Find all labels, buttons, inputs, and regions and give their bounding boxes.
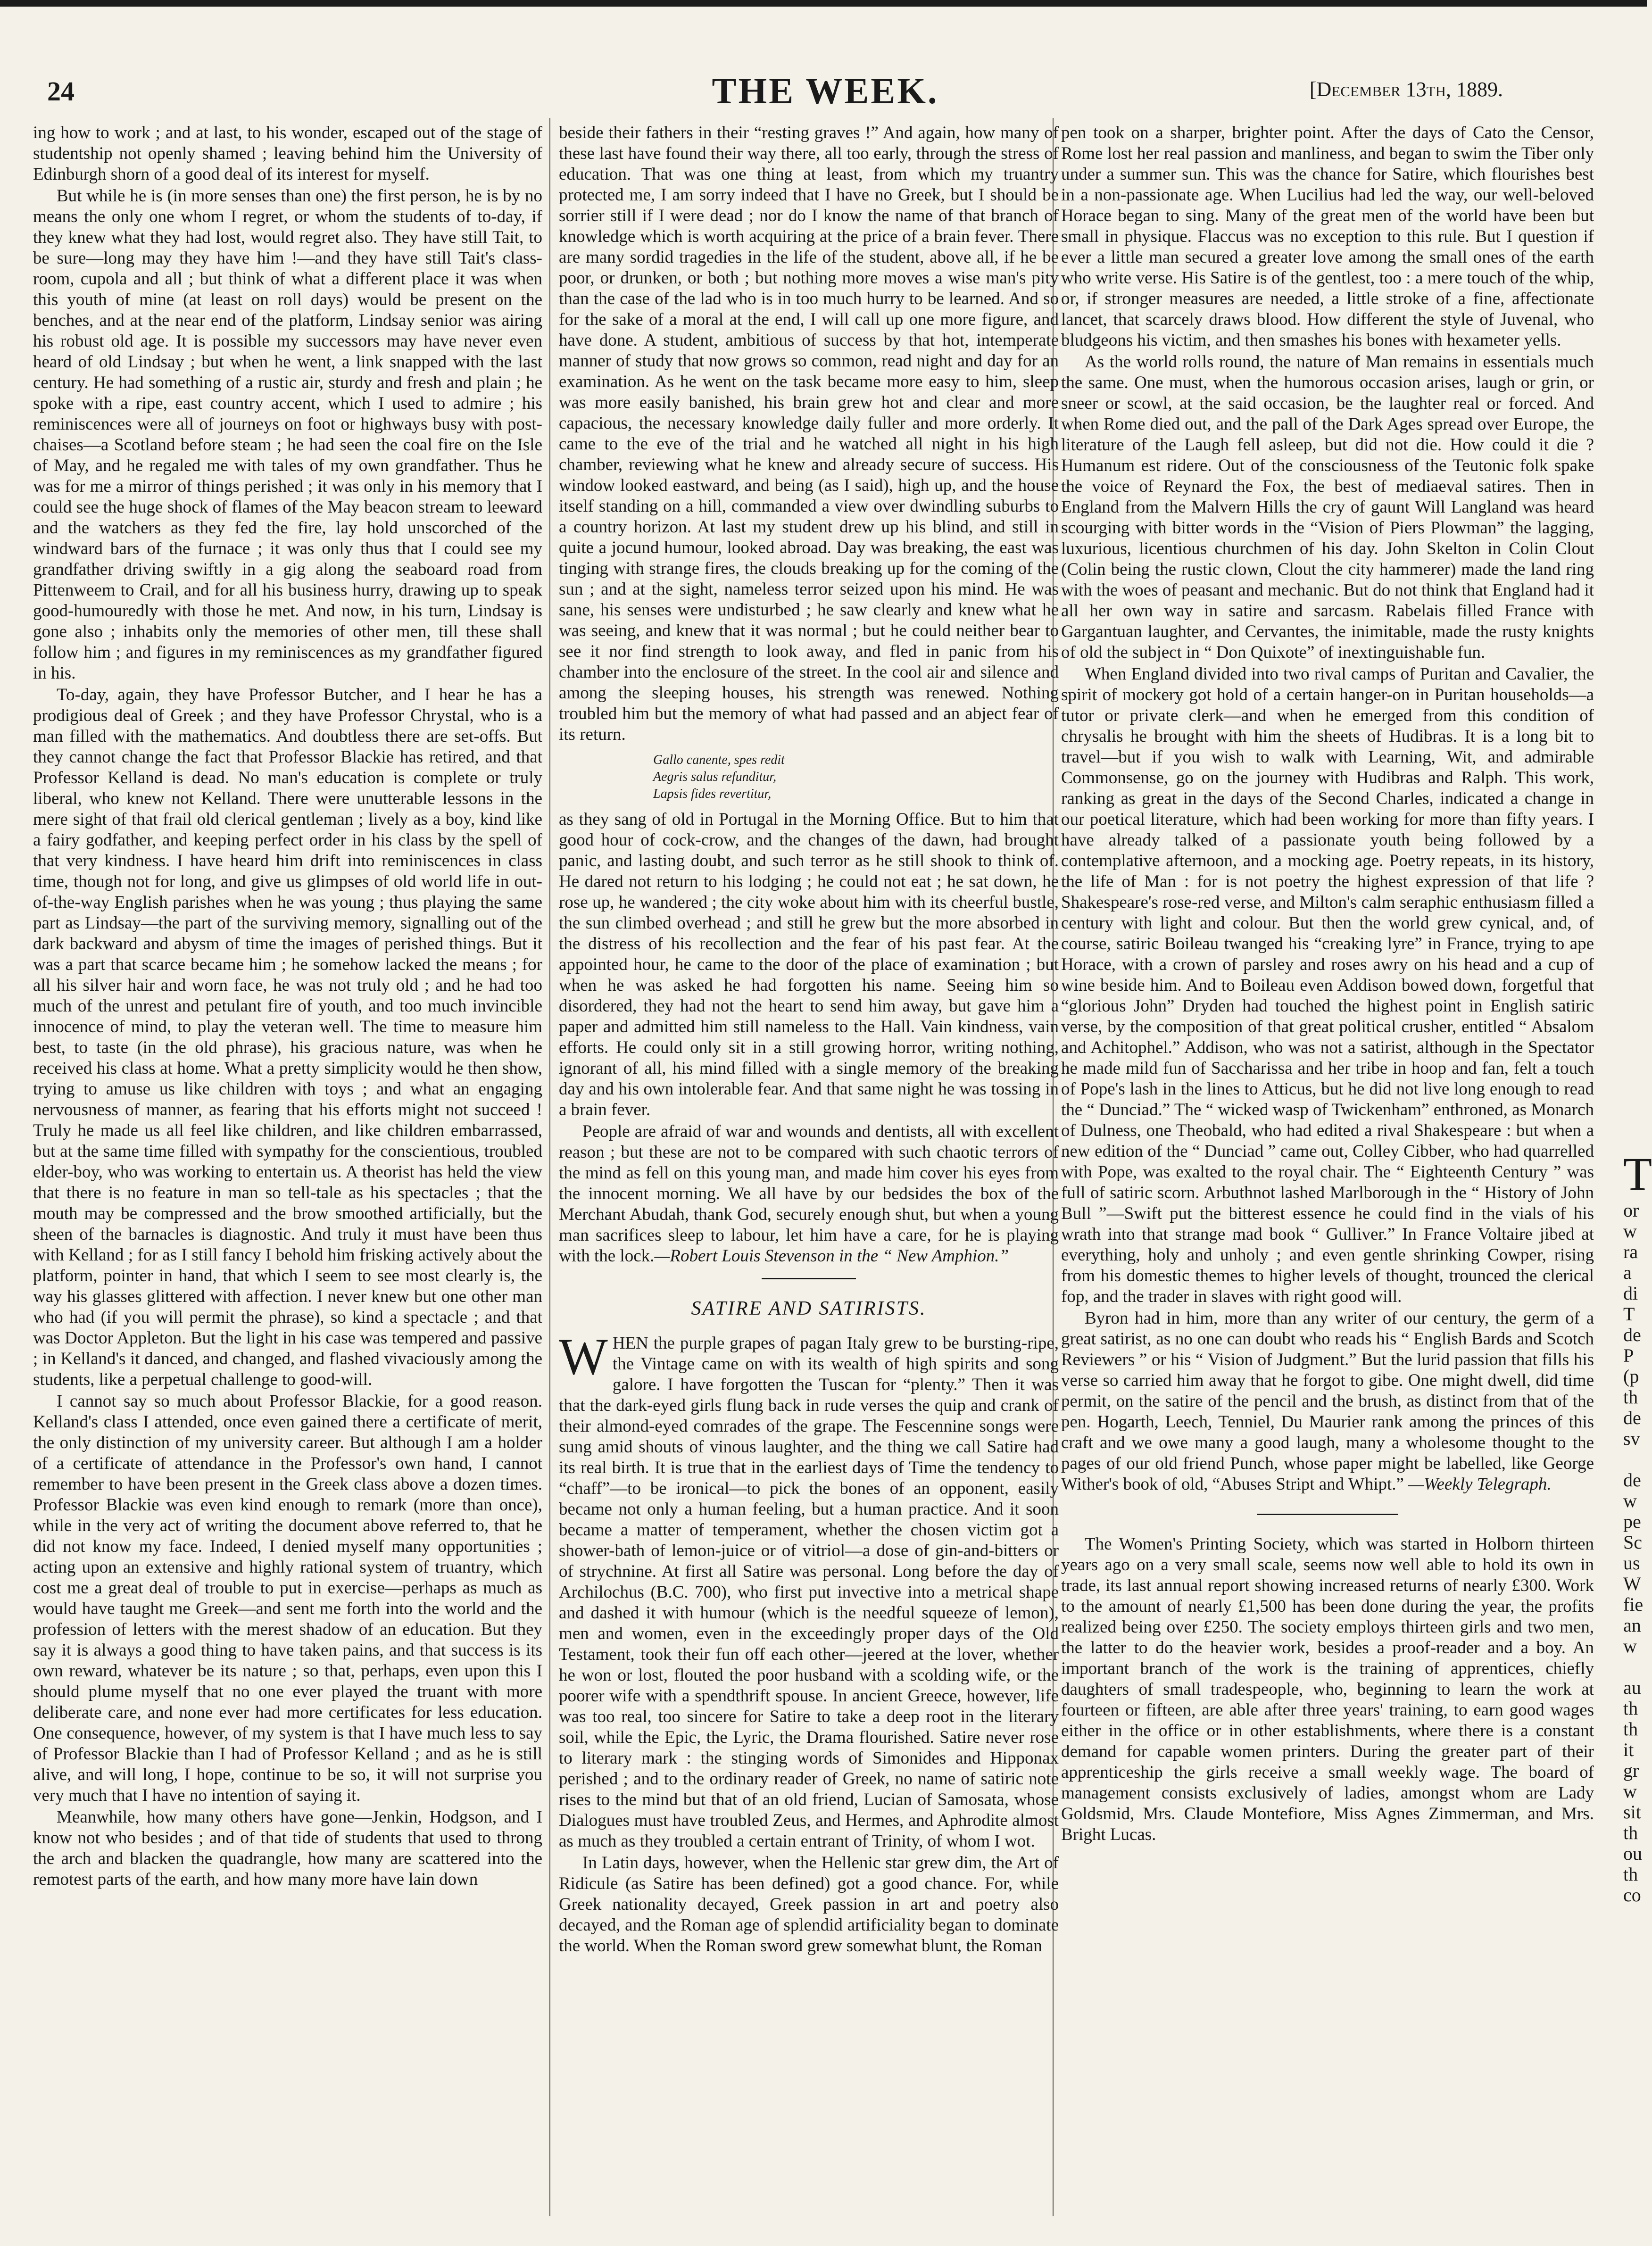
adjacent-page-line: ou [1623,1843,1642,1864]
section-rule [762,1278,856,1279]
column-2 [559,123,1059,2197]
issue-date: [December 13th, 1889. [1309,78,1503,101]
adjacent-page-line: de [1623,1469,1641,1491]
attribution: —Robert Louis Stevenson in the “ New Amphion.” [654,1246,1009,1266]
adjacent-page-line [1623,1449,1647,1470]
adjacent-page-line: pe [1623,1511,1641,1532]
attribution: —Weekly Telegraph. [1408,1475,1552,1494]
paragraph-text: HEN the purple grapes of pagan Italy grew to be bursting-ripe, the Vintage came on with its wealth of high spirits and song galore. I have forgotten the Tuscan for “plenty.” Then it was that the dark-eyed girls flung back in rude verses the quip and crank of their almond-eyed comrades of the grape. The Fescennine songs were sung amid shouts of vinous laughter, and the thing we call Satire had its real birth. It is true that in the earliest days of Time the tendency to “chaff”—to be ironical—to pick the bones of an opponent, easily became not only a human feeling, but a human practice. And it soon became a matter of temperament, whether the chosen victim got a shower-bath of lemon-juice or of vitriol—a dose of gin-and-bitters or of strychnine. At first all Satire was personal. Long before the day of Archilochus (B.C. 700), who first put invective into a metrical shape and dashed it with humour (which is the needful squeeze of lemon), men and women, even in the exceedingly proper days of the Old Testament, took their fun off each other—jeered at the lover, whether he won or lost, flouted the poor husband with a scolding wife, or the poorer wife with a spendthrift spouse. In ancient Greece, however, life was too real, too sincere for Satire to take a deep root in the literary soil, while the Epic, the Lyric, the Drama flourished. Satire never rose to literary mark : the stinging words of Simonides and Hipponax perished ; and to the ordinary reader of Greek, no name of satiric note rises to the mind but that of an old friend, Lucian of Samosata, whose Dialogues must have troubled Zeus, and Hermes, and Aphrodite almost as much as they troubled a certain entrant of Trinity, of whom I wot. [559,1334,1059,1851]
adjacent-page-line: th [1623,1386,1638,1408]
adjacent-page-line: fie [1623,1594,1644,1615]
paragraph: In Latin days, however, when the Hellenic star grew dim, the Art of Ridicule (as Satire has been defined) got a good chance. For, while Greek nationality decayed, Greek passion in art and poetry also decayed, and the Roman age of splendid artificiality began to dominate the world. When the Roman sword grew somewhat blunt, the Roman [559,1853,1059,1956]
page-title: THE WEEK. [712,70,939,111]
verse-line: Aegris salus refunditur, [653,770,777,784]
adjacent-page-letter: T [1623,1148,1652,1200]
paragraph: I cannot say so much about Professor Blackie, for a good reason. Kelland's class I attended, once even gained there a certificate of merit, the only distinction of my university career. But although I am a holder of a certificate of attendance in the Professor's own hand, I cannot remember to have been present in the Greek class above a dozen times. Professor Blackie was even kind enough to remark (more than once), while in the very act of writing the document above referred to, that he did not know my face. Indeed, I denied myself many opportunities ; acting upon an extensive and highly rational system of truantry, which cost me a great deal of trouble to put in exercise—perhaps as much as would have taught me Greek—and sent me forth into the world and the profession of letters with the merest shadow of an education. But they say it is always a good thing to have taken pains, and that success is its own reward, whatever be its nature ; so that, perhaps, even upon this I should plume myself that no one ever played the truant with more deliberate care, and none ever had more certificates for less education. One consequence, however, of my system is that I have much less to say of Professor Blackie than I had of Professor Kelland ; and as he is still alive, and will long, I hope, continue to be so, it will not surprise you very much that I have no intention of saying it. [33,1392,542,1805]
section-rule [1257,1514,1398,1515]
adjacent-page-line: th [1623,1864,1638,1885]
paragraph: When England divided into two rival camps of Puritan and Cavalier, the spirit of mockery got hold of a certain hanger-on in Puritan households—a tutor or private clerk—and when he emerged from this condition of chrysalis he brought with him the sheets of Hudibras. It is a long bit to travel—but if you wish to walk with Learning, Wit, and admirable Commonsense, go on the journey with Hudibras and Ralph. This work, ranking as great in the days of the Second Charles, indicated a change in our poetical literature, which had been working for more than fifty years. I have already talked of a passionate youth being followed by a contemplative afternoon, and a mocking age. Poetry repeats, in its history, the life of Man : for is not poetry the highest expression of that life ? Shakespeare's rose-red verse, and Milton's calm seraphic enthusiasm filled a century with light and colour. But then the world grew cynical, and, of course, satiric Boileau twanged his “creaking lyre” in France, trying to ape Horace, with a crown of parsley and roses awry on his head and a cup of wine beside him. And to Boileau even Addison bowed down, forgetful that “glorious John” Dryden had touched the highest point in English satiric verse, by the composition of that great political crusher, entitled “ Absalom and Achitophel.” Addison, who was not a satirist, although in the Spectator he made mild fun of Saccharissa and her tribe in hoop and fan, felt a touch of Pope's lash in the lines to Atticus, but he did not live long enough to read the “ Dunciad.” The “ wicked wasp of Twickenham” enthroned, as Monarch of Dulness, one Theobald, who had edited a rival Shakespeare : but when a new edition of the “ Dunciad ” came out, Colley Cibber, who had quarrelled with Pope, was exalted to the royal chair. The “ Eighteenth Century ” was full of satiric scorn. Arbuthnot lashed Marlborough in the “ History of John Bull ”—Swift put the bitterest essence he could find in the vials of his wrath into that strange mad book “ Gulliver.” In France Voltaire jibed at everything, holy and unholy ; and even gentle shrinking Cowper, rising from his domestic themes to higher levels of thought, trounced the clerical fop, and the trader in slaves with right good will. [1061,664,1594,1306]
adjacent-page-line: it [1623,1739,1634,1760]
paragraph: pen took on a sharper, brighter point. After the days of Cato the Censor, Rome lost her real passion and manliness, and began to swim the Tiber only under a summer sun. This was the chance for Satire, which flourishes best in a non-passionate age. When Lucilius had led the way, our well-beloved Horace began to sing. Many of the great men of the world have been but small in physique. Flaccus was no exception to this rule. But I question if ever a little man secured a greater love among the small ones of the earth who write verse. His Satire is of the gentlest, too : a mere touch of the whip, or, if stronger measures are needed, a little stroke of a fine, affectionate lancet, that scarcely draws blood. How different the style of Juvenal, who bludgeons his victim, and then smashes his bones with hexameter yells. [1061,123,1594,350]
verse-line: Gallo canente, spes redit [653,753,785,767]
paragraph: But while he is (in more senses than one) the first person, he is by no means the only one whom I regret, or whom the students of to-day, if they knew what they had lost, would regret also. They have still Tait, to be sure—long may they have him !—and they have still Tait's class-room, cupola and all ; but think of what a different place it was when this youth of mine (at least on roll days) would be present on the benches, and at the near end of the platform, Lindsay senior was airing his robust old age. It is possible my successors may have never even heard of old Lindsay ; but when he went, a link snapped with the last century. He had something of a rustic air, sturdy and fresh and plain ; he spoke with a ripe, east country accent, which I used to admire ; his reminiscences were all of journeys on foot or highways busy with post-chaises—a Scotland before steam ; he had seen the coal fire on the Isle of May, and he regaled me with tales of my own grandfather. Thus he was for me a mirror of things perished ; it was only in his memory that I could see the huge shock of flames of the May beacon stream to leeward and the watchers as they fed the fire, lay hold unscorched of the windward bars of the furnace ; it was only thus that I could see my grandfather driving swiftly in a gig along the seaboard road from Pittenweem to Crail, and for all his business hurry, drawing up to speak good-humouredly with those he met. And now, in his turn, Lindsay is gone also ; inhabits only the memories of other men, till these shall follow him ; and figures in my reminiscences as my grandfather figured in his. [33,186,542,683]
page-number: 24 [47,76,75,107]
adjacent-page-line: us [1623,1552,1640,1574]
adjacent-page-line: Sc [1623,1532,1642,1553]
paragraph [559,1121,1059,1267]
adjacent-page-line: w [1623,1220,1637,1242]
paragraph: As the world rolls round, the nature of Man remains in essentials much the same. One must, when the humorous occasion arises, laugh or grin, or sneer or scowl, at the said occasion, be the laughter real or forced. And when Rome died out, and the pall of the Dark Ages spread over Europe, the literature of the Laugh fell asleep, but did not die. How could it die ? Humanum est ridere. Out of the consciousness of the Teutonic folk spake the voice of Reynard the Fox, the best of mediaeval satires. Then in England from the Malvern Hills the cry of gaunt Will Langland was heard scourging with bitter words in the “Vision of Piers Plowman” the lagging, luxurious, licentious churchmen of his day. John Skelton in Colin Clout (Colin being the rustic clown, Clout the city hammerer) made the land ring with the woes of peasant and mechanic. But do not think that England had it all her own way in satire and sarcasm. Rabelais filled France with Gargantuan laughter, and Cervantes, the inimitable, made the rusty knights of old the subject in “ Don Quixote” of inextinguishable fun. [1061,352,1594,662]
verse-line: Lapsis fides revertitur, [653,787,772,801]
paragraph [559,1328,1059,1852]
top-rule [0,0,1647,7]
adjacent-page-line: w [1623,1781,1637,1802]
adjacent-page-line: or [1623,1200,1639,1221]
adjacent-page-line: th [1623,1698,1638,1719]
page-header [0,66,1647,118]
drop-cap: W [559,1328,608,1385]
adjacent-page-line: co [1623,1884,1641,1906]
paragraph: as they sang of old in Portugal in the Morning Office. But to him that good hour of cock-crow, and the changes of the dawn, had brought panic, and lasting doubt, and such terror as he still shook to think of. He dared not return to his lodging ; he could not eat ; he sat down, he rose up, he wandered ; the city woke about him with its cheerful bustle, the sun climbed overhead ; and still he grew but the more absorbed in the distress of his recollection and the fear of his past fear. At the appointed hour, he came to the door of the place of examination ; but when he was asked he had forgotten his name. Seeing him so disordered, they had not the heart to send him away, but gave him a paper and admitted him still nameless to the Hall. Vain kindness, vain efforts. He could only sit in a still growing horror, writing nothing, ignorant of all, his mind filled with a single memory of the breaking day and his own intolerable fear. And that same night he was tossing in a brain fever. [559,810,1059,1119]
adjacent-page-line: P [1623,1345,1634,1366]
column-divider [549,118,550,2216]
adjacent-page-line: sv [1623,1428,1640,1449]
adjacent-page-line: th [1623,1822,1638,1843]
column-3 [1061,123,1594,2197]
paragraph: beside their fathers in their “resting graves !” And again, how many of these last have found their way there, all too early, through the stress of education. That was one thing at least, from which my truantry protected me, I am sorry indeed that I have no Greek, but I should be sorrier still if I were dead ; nor do I know the name of that branch of knowledge which is worth acquiring at the price of a brain fever. There are many sordid tragedies in the life of the student, above all, if he be poor, or drunken, or both ; but nothing more moves a wise man's pity than the case of the lad who is in too much hurry to be learned. And so for the sake of a moral at the end, I will call up one more figure, and have done. A student, ambitious of success by that hot, intemperate manner of study that now grows so common, read night and day for an examination. As he went on the task became more easy to him, sleep was more easily banished, his brain grew hot and clear and more capacious, the necessary knowledge daily fuller and more orderly. It came to the eve of the trial and he watched all night in his high chamber, reviewing what he knew and already secure of success. His window looked eastward, and being (as I said), high up, and the house itself standing on a hill, commanded a view over dwindling suburbs to a country horizon. At last my student drew up his blind, and still in quite a jocund humour, looked abroad. Day was breaking, the east was tinging with strange fires, the clouds breaking up for the coming of the sun ; and at the sight, nameless terror seized upon his mind. He was sane, his senses were undisturbed ; he saw clearly and knew what he was seeing, and knew that it was normal ; but he could neither bear to see it nor find strength to look away, and fled in panic from his chamber into the enclosure of the street. In the cool air and silence and among the sleeping houses, his strength was renewed. Nothing troubled him but the memory of what had passed and an abject fear of its return. [559,123,1059,744]
adjacent-page-line: an [1623,1615,1641,1636]
adjacent-page-line: ra [1623,1241,1638,1262]
adjacent-page-line: w [1623,1490,1637,1511]
paragraph-text: People are afraid of war and wounds and dentists, all with excellent reason ; but these are not to be compared with such chaotic terrors of the mind as fell on this young man, and made him cover his eyes from the innocent morning. We all have by our bedsides the box of the Merchant Abudah, thank God, securely enough shut, but when a young man sacrifices sleep to labour, let him have a care, for he is playing with the lock. [559,1122,1059,1266]
paragraph: ing how to work ; and at last, to his wonder, escaped out of the stage of studentship not openly shamed ; leaving behind him the University of Edinburgh shorn of a good deal of its interest for myself. [33,123,542,184]
paragraph: Meanwhile, how many others have gone—Jenkin, Hodgson, and I know not who besides ; and of that tide of students that used to throng the arch and blacken the quadrangle, how many are scattered into the remotest parts of the earth, and how many more have lain down [33,1807,542,1889]
adjacent-page-line: th [1623,1718,1638,1740]
adjacent-page-line [1623,1657,1647,1677]
adjacent-page-line: a [1623,1262,1632,1283]
adjacent-page-line: T [1623,1303,1635,1325]
latin-verse [653,752,1059,803]
paragraph: The Women's Printing Society, which was started in Holborn thirteen years ago on a very small scale, seems now well able to hold its own in trade, its last annual report showing increased returns of nearly £300. Work to the amount of nearly £1,500 has been done during the year, the profits realized being over £250. The society employs thirteen girls and two men, the latter to do the heavier work, besides a proof-reader and a boy. An important branch of the work is the training of apprentices, chiefly daughters of small tradespeople, who, beginning to learn the work at fourteen or fifteen, are able after three years' training, to earn good wages either in the office or in other establishments, where there is a constant demand for capable women printers. During the greater part of their apprenticeship the girls receive a small weekly wage. The board of management consists exclusively of ladies, amongst whom are Lady Goldsmid, Mrs. Claude Montefiore, Miss Agnes Zimmerman, and Mrs. Bright Lucas. [1061,1534,1594,1844]
adjacent-page-line: w [1623,1635,1637,1657]
adjacent-page-line: sit [1623,1801,1641,1823]
paragraph [1061,1308,1594,1495]
adjacent-page-line: de [1623,1407,1641,1428]
adjacent-page-line: gr [1623,1760,1639,1781]
adjacent-page-line: di [1623,1283,1638,1304]
adjacent-page-fragment [1623,1200,1647,1955]
paragraph: To-day, again, they have Professor Butcher, and I hear he has a prodigious deal of Greek ; and they have Professor Chrystal, who is a man filled with the mathematics. And doubtless there are set-offs. But they cannot change the fact that Professor Blackie has retired, and that Professor Kelland is dead. No man's education is complete or truly liberal, who knew not Kelland. There were unutterable lessons in the mere sight of that frail old clerical gentleman ; lively as a boy, kind like a fairy godfather, and keeping perfect order in his class by the spell of that very kindness. I have heard him drift into reminiscences in class time, though not for long, and give us glimpses of old world life in out-of-the-way English parishes when he was young ; thus playing the same part as Lindsay—the part of the surviving memory, signalling out of the dark backward and abysm of time the images of perished things. But it was a part that scarce became him ; he somehow lacked the means ; for all his silver hair and worn face, he was not truly old ; and he had too much of the unrest and petulant fire of youth, and too much invincible innocence of mind, to play the veteran well. The time to measure him best, to taste (in the old phrase), his gracious nature, was when he received his class at home. What a pretty simplicity would he then show, trying to amuse us like children with toys ; and what an engaging nervousness of manner, as fearing that his efforts might not succeed ! Truly he made us all feel like children, and like children embarrassed, but at the same time filled with sympathy for the conscientious, troubled elder-boy, who was working to entertain us. A theorist has held the view that there is no feature in man so tell-tale as his spectacles ; that the mouth may be compressed and the brow smoothed artificially, but the sheen of the barnacles is diagnostic. And truly it must have been thus with Kelland ; for as I still fancy I behold him frisking actively about the platform, pointer in hand, that which I seem to see most clearly is, the way his glasses glittered with affection. I never knew but one other man who had (if you will permit the phrase), so kind a spectacle ; and that was Doctor Appleton. But the light in his case was tempered and passive ; in Kelland's it danced, and changed, and flashed vivaciously among the students, like a perpetual challenge to good-will. [33,685,542,1389]
adjacent-page-line: au [1623,1677,1641,1698]
adjacent-page-line: W [1623,1573,1641,1594]
adjacent-page-line: (p [1623,1366,1639,1387]
column-1 [33,123,542,2197]
article-heading: SATIRE AND SATIRISTS. [691,1298,927,1319]
paragraph-text: Byron had in him, more than any writer of our century, the germ of a great satirist, as no one can doubt who reads his “ English Bards and Scotch Reviewers ” or his “ Vision of Judgment.” But the lurid passion that fills his verse so carried him away that he forgot to gibe. One might dwell, did time permit, on the satire of the pencil and the brush, as distinct from that of the pen. Hogarth, Leech, Tenniel, Du Maurier rank among the princes of this craft and we owe many a good laugh, many a wholesome thought to the pages of our old friend Punch, whose paper might be labelled, like George Wither's book of old, “Abuses Stript and Whipt.” [1061,1309,1594,1494]
adjacent-page-line: de [1623,1324,1641,1345]
